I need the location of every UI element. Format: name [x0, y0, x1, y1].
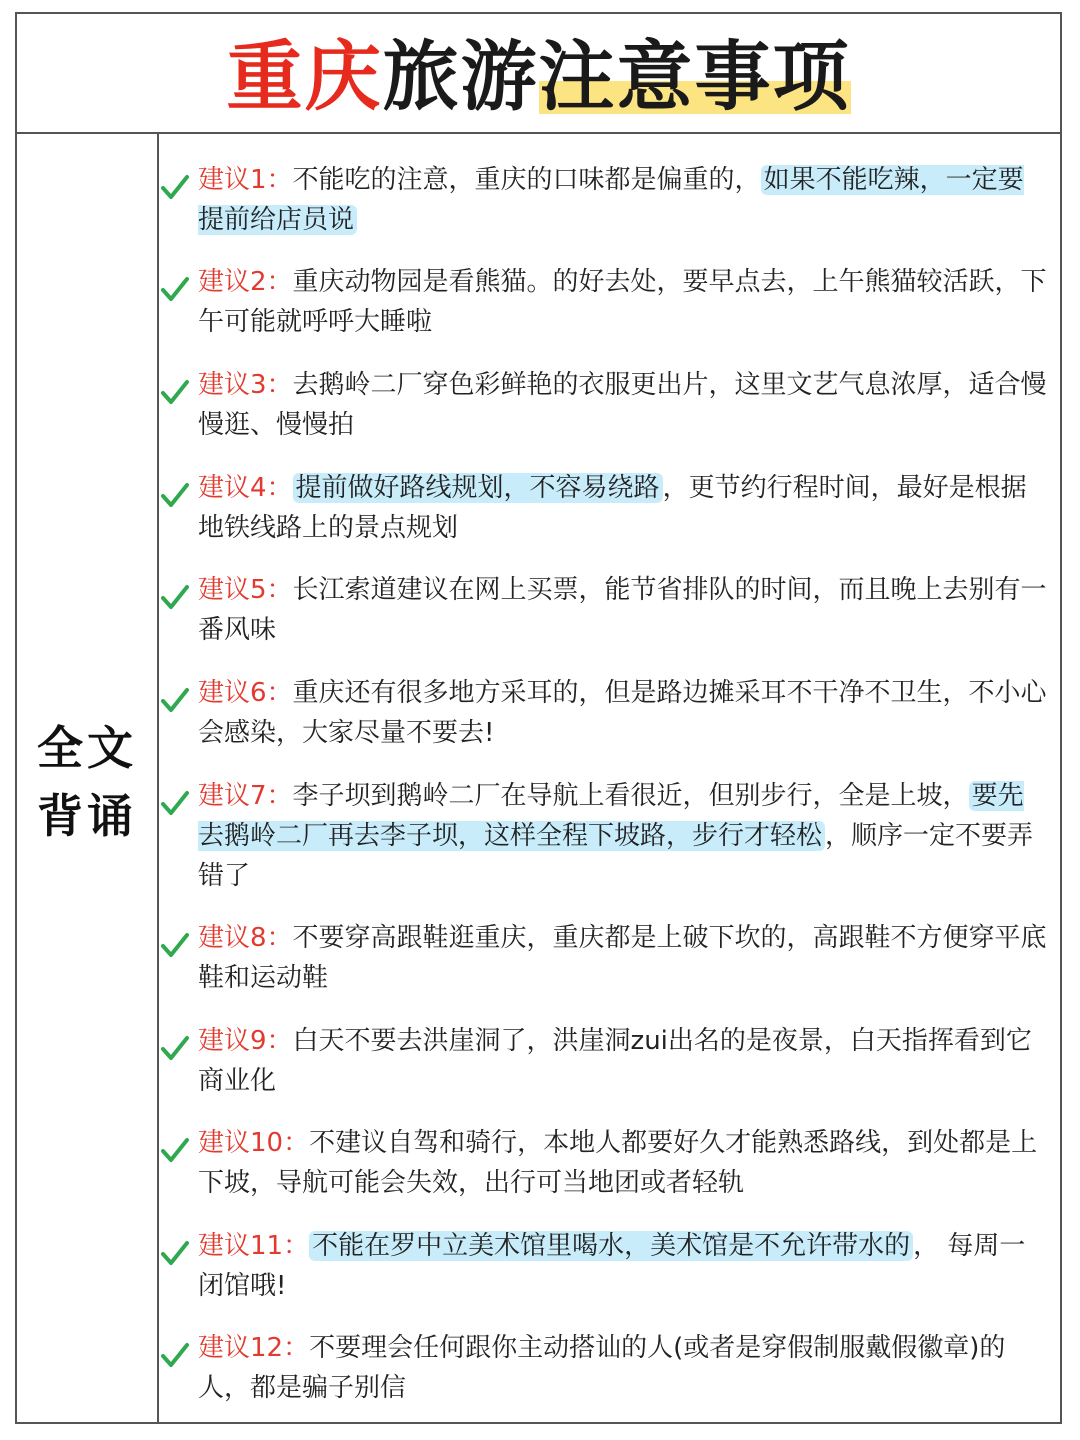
tip-text [198, 570, 1048, 650]
tip-label: 建议2： [198, 267, 293, 297]
tip-body: 不能吃的注意，重庆的口味都是偏重的， [292, 165, 761, 195]
tip-text [198, 1328, 1048, 1408]
check-icon [160, 377, 190, 407]
title-part-dark: 旅游 [382, 32, 539, 121]
tip-label: 建议8： [198, 923, 293, 953]
tip-text [198, 468, 1048, 548]
check-icon [160, 1033, 190, 1063]
side-label [17, 714, 157, 850]
tip-label: 建议1： [198, 165, 293, 195]
check-icon [160, 788, 190, 818]
check-icon [160, 1238, 190, 1268]
tip-body: 李子坝到鹅岭二厂在导航上看很近，但别步行，全是上坡， [292, 781, 969, 811]
tip-highlight: 要先去鹅岭二厂再去李子坝，这样全程下坡路，步行才轻松 [198, 781, 1024, 851]
tip-body: 去鹅岭二厂穿色彩鲜艳的衣服更出片，这里文艺气息浓厚，适合慢慢逛、慢慢拍 [198, 370, 1047, 440]
tip-text [198, 1123, 1048, 1203]
tip-label: 建议3： [198, 370, 293, 400]
tip-label: 建议9： [198, 1026, 293, 1056]
tip-label: 建议7： [198, 781, 293, 811]
tip-body: 不要穿高跟鞋逛重庆，重庆都是上破下坎的，高跟鞋不方便穿平底鞋和运动鞋 [198, 923, 1047, 993]
check-icon [160, 274, 190, 304]
tip-label: 建议5： [198, 575, 293, 605]
tip-text [198, 1021, 1048, 1101]
tip-body: 重庆还有很多地方采耳的，但是路边摊采耳不干净不卫生，不小心会感染，大家尽量不要去! [198, 678, 1047, 748]
tip-body: 不建议自驾和骑行，本地人都要好久才能熟悉路线，到处都是上下坡，导航可能会失效，出行可当地团或者轻轨 [198, 1128, 1038, 1198]
tip-text [198, 160, 1048, 240]
check-icon [160, 480, 190, 510]
check-icon [160, 172, 190, 202]
tip-body: ，顺序一定不要弄错了 [198, 821, 1034, 891]
tip-label: 建议4： [198, 473, 293, 503]
tip-text [198, 918, 1048, 998]
tip-highlight: 提前做好路线规划，不容易绕路 [293, 473, 663, 503]
title-part-highlight: 注意事项 [538, 32, 851, 121]
tip-highlight: 如果不能吃辣，一定要提前给店员说 [198, 165, 1024, 235]
check-icon [160, 582, 190, 612]
tip-text [198, 262, 1048, 342]
tip-body: 不要理会任何跟你主动搭讪的人(或者是穿假制服戴假徽章)的人，都是骗子别信 [198, 1333, 1006, 1403]
tip-label: 建议10： [198, 1128, 310, 1158]
check-icon [160, 1340, 190, 1370]
tip-body: 白天不要去洪崖洞了，洪崖洞zui出名的是夜景，白天指挥看到它商业化 [198, 1026, 1032, 1096]
tip-label: 建议6： [198, 678, 293, 708]
header [17, 14, 1060, 134]
tip-body: 重庆动物园是看熊猫。的好去处，要早点去，上午熊猫较活跃，下午可能就呼呼大睡啦 [198, 267, 1047, 337]
check-icon [160, 1135, 190, 1165]
check-icon [160, 685, 190, 715]
tip-body: ，更节约行程时间，最好是根据地铁线路上的景点规划 [198, 473, 1027, 543]
tip-text [198, 1226, 1048, 1306]
tip-highlight: 不能在罗中立美术馆里喝水，美术馆是不允许带水的 [309, 1231, 913, 1261]
tip-label: 建议11： [198, 1231, 310, 1261]
side-column [17, 134, 159, 1422]
side-label-line1: 全文 [37, 721, 137, 775]
tip-label: 建议12： [198, 1333, 310, 1363]
tip-body: 长江索道建议在网上买票，能节省排队的时间，而且晚上去别有一番风味 [198, 575, 1047, 645]
side-label-line2: 背诵 [37, 789, 137, 843]
tip-text [198, 365, 1048, 445]
tip-text [198, 673, 1048, 753]
tip-body: ， 每周一闭馆哦! [198, 1231, 1026, 1301]
page-title [227, 32, 851, 122]
title-part-red: 重庆 [226, 32, 383, 121]
check-icon [160, 930, 190, 960]
tip-text [198, 776, 1048, 896]
